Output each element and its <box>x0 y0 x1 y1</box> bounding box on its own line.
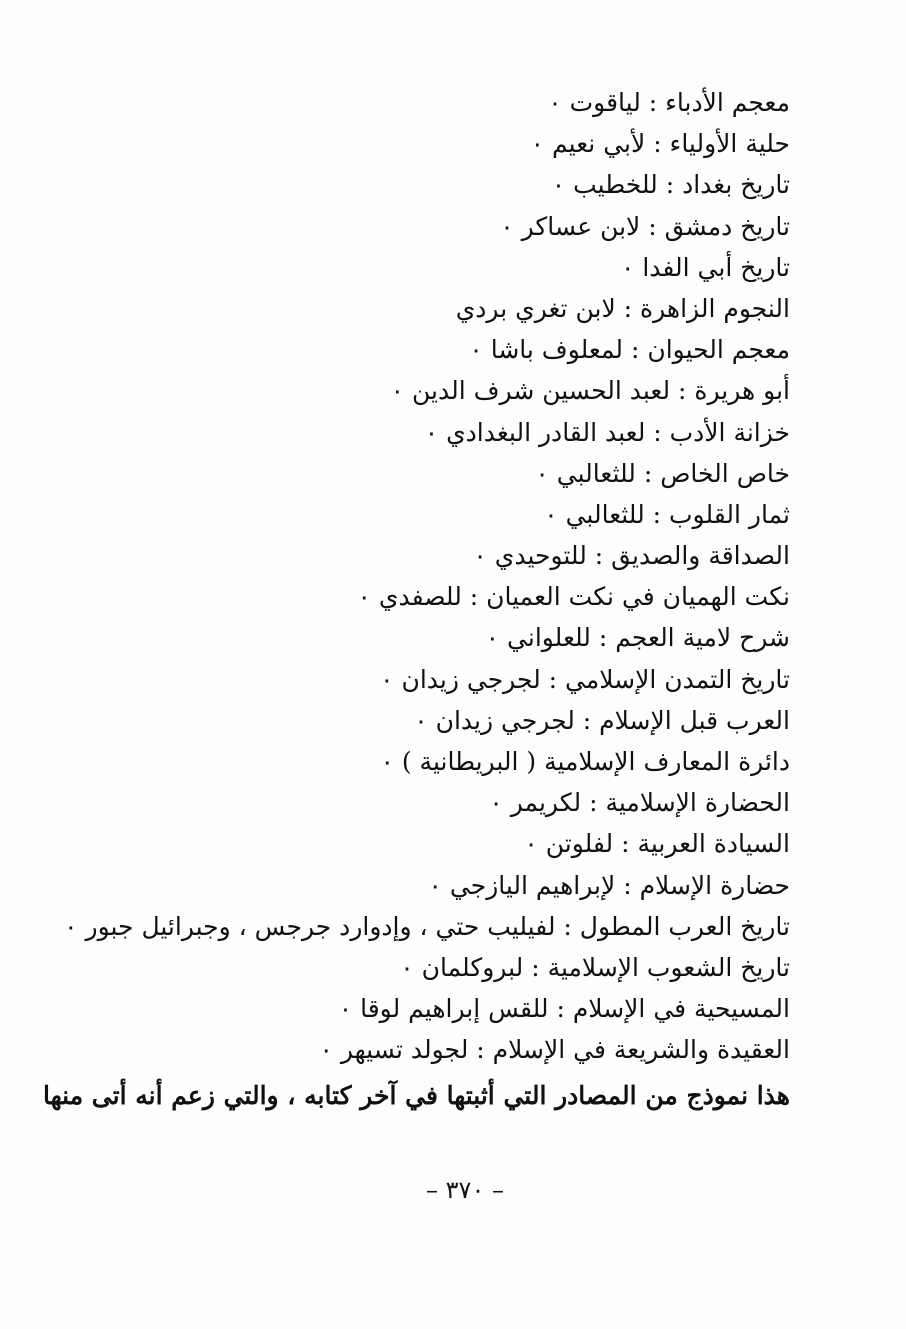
list-item: نكت الهميان في نكت العميان : للصفدي ٠ <box>357 582 790 612</box>
list-item: تاريخ بغداد : للخطيب ٠ <box>551 170 790 200</box>
list-item: تاريخ التمدن الإسلامي : لجرجي زيدان ٠ <box>380 664 790 694</box>
list-item: حضارة الإسلام : لإبراهيم اليازجي ٠ <box>428 870 790 900</box>
page-number: – ٣٧٠ – <box>426 1176 504 1204</box>
reference-list <box>43 82 790 1116</box>
list-item: الحضارة الإسلامية : لكريمر ٠ <box>489 788 790 818</box>
list-item: حلية الأولياء : لأبي نعيم ٠ <box>530 129 790 159</box>
list-item: تاريخ العرب المطول : لفيليب حتي ، وإدوارد جرجس ، وجبرائيل جبور ٠ <box>64 911 790 941</box>
list-item: تاريخ الشعوب الإسلامية : لبروكلمان ٠ <box>400 952 790 982</box>
list-item: خاص الخاص : للثعالبي ٠ <box>535 458 790 488</box>
list-item: معجم الأدباء : لياقوت ٠ <box>548 88 790 117</box>
list-item: دائرة المعارف الإسلامية ( البريطانية ) ٠ <box>380 747 790 776</box>
list-item: ثمار القلوب : للثعالبي ٠ <box>544 499 790 529</box>
list-item: العقيدة والشريعة في الإسلام : لجولد تسيهر ٠ <box>319 1035 790 1065</box>
list-item: معجم الحيوان : لمعلوف باشا ٠ <box>469 335 790 365</box>
list-item: خزانة الأدب : لعبد القادر البغدادي ٠ <box>424 417 790 447</box>
list-item: السيادة العربية : لفلوتن ٠ <box>524 829 790 859</box>
list-item: العرب قبل الإسلام : لجرجي زيدان ٠ <box>414 705 790 735</box>
list-item: النجوم الزاهرة : لابن تغري بردي <box>455 293 790 323</box>
list-item: تاريخ أبي الفدا ٠ <box>620 252 790 282</box>
list-item: المسيحية في الإسلام : للقس إبراهيم لوقا ٠ <box>338 994 790 1024</box>
list-item: أبو هريرة : لعبد الحسين شرف الدين ٠ <box>390 376 790 406</box>
list-item: تاريخ دمشق : لابن عساكر ٠ <box>500 211 790 241</box>
closing-paragraph: هذا نموذج من المصادر التي أثبتها في آخر كتابه ، والتي زعم أنه أتى منها <box>43 1080 790 1110</box>
list-item: شرح لامية العجم : للعلواني ٠ <box>485 623 790 653</box>
list-item: الصداقة والصديق : للتوحيدي ٠ <box>473 541 790 571</box>
